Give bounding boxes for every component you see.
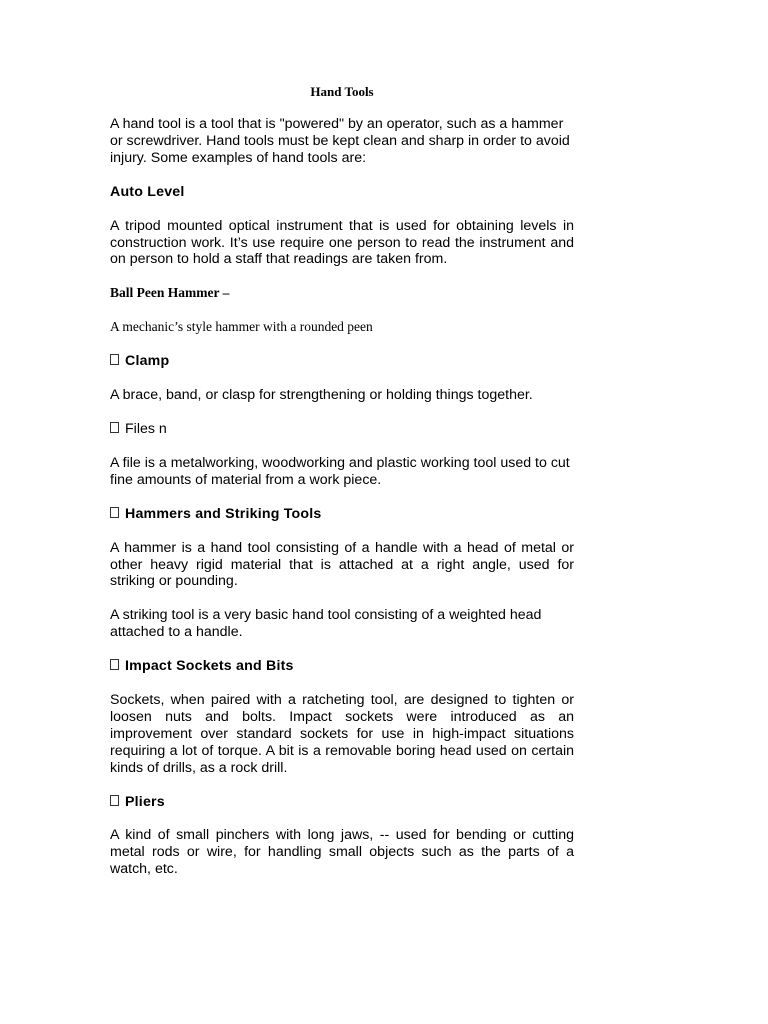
document-body [110,84,574,878]
section-heading-impact-sockets: Impact Sockets and Bits [125,658,294,675]
section-text-files: A file is a metalworking, woodworking and plastic working tool used to cut fine amounts of material from a work piece. [110,454,570,488]
section-text-impact-sockets: Sockets, when paired with a ratcheting tool, are designed to tighten or loosen nuts and bolts. Impact sockets were introduced as an improvement over standard sockets for use in high-impact situations requiring a lot of torque. A bit is a removable boring head used on certain kinds of drills, as a rock drill. [110,692,574,776]
bullet-box-icon [110,422,119,433]
section-heading-auto-level: Auto Level [110,183,185,200]
section-heading-ball-peen-hammer: Ball Peen Hammer – [110,285,230,301]
section-heading-pliers: Pliers [125,793,165,810]
section-text-hammers-1: A hammer is a hand tool consisting of a handle with a head of metal or other heavy rigid material that is attached at a right angle, used for striking or pounding. [110,539,574,590]
section-heading-row-pliers [110,794,574,811]
bullet-box-icon [110,795,119,806]
section-text-clamp: A brace, band, or clasp for strengthening or holding things together. [110,387,533,404]
section-heading-row-hammers [110,506,574,523]
intro-paragraph: A hand tool is a tool that is "powered" by an operator, such as a hammer or screwdriver. Hand tools must be kept clean and sharp in order to avoid injury. Some examples of hand tools are: [110,116,570,166]
section-text-auto-level: A tripod mounted optical instrument that is used for obtaining levels in construction work. It’s use require one person to read the instrument and on person to hold a staff that readings are taken from. [110,217,574,268]
section-heading-row-impact-sockets [110,658,574,675]
section-heading-row-files [110,421,574,438]
section-heading-row-clamp [110,353,574,370]
section-heading-hammers: Hammers and Striking Tools [125,505,322,522]
section-heading-files: Files n [125,420,167,437]
bullet-box-icon [110,659,119,670]
section-text-ball-peen-hammer: A mechanic’s style hammer with a rounded peen [110,319,373,335]
bullet-box-icon [110,354,119,365]
page-title: Hand Tools [310,84,374,99]
section-text-pliers: A kind of small pinchers with long jaws, -- used for bending or cutting metal rods or wire, for handling small objects such as the parts of a watch, etc. [110,827,574,878]
section-text-hammers-2: A striking tool is a very basic hand tool consisting of a weighted head attached to a handle. [110,607,542,641]
bullet-box-icon [110,507,119,518]
section-heading-clamp: Clamp [125,353,170,370]
